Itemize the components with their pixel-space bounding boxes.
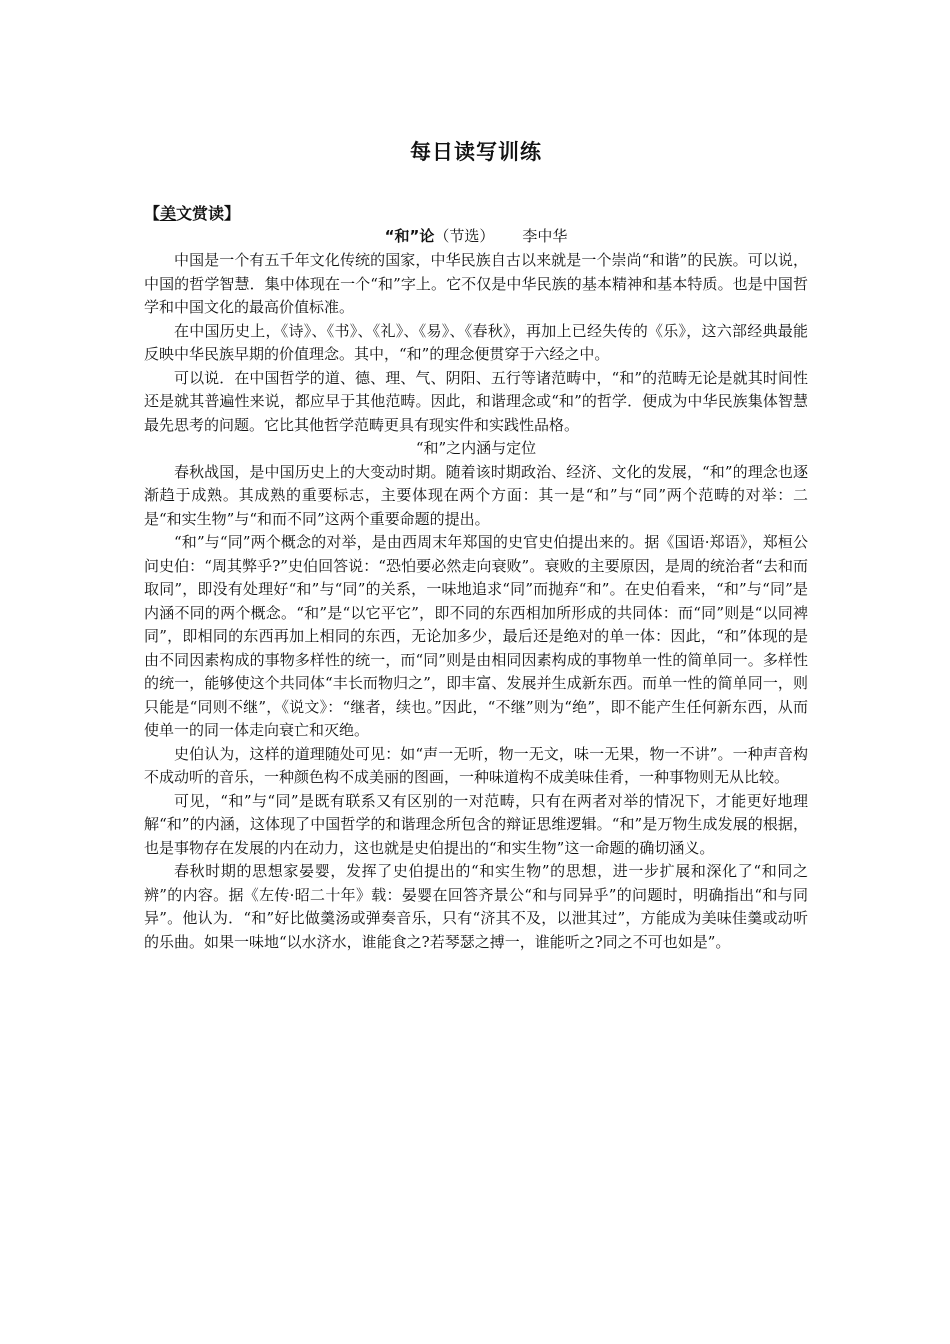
section-label-underlined: 美 xyxy=(160,204,177,223)
page-title: 每日读写训练 xyxy=(410,140,542,164)
article-note: （节选） xyxy=(434,227,495,245)
paragraph: “和”与“同”两个概念的对举，是由西周末年郑国的史官史伯提出来的。据《国语·郑语》，郑桓公问史伯：“周其弊乎?”史伯回答说：“恐怕要必然走向衰败”。衰败的主要原因，是周的统治者“去和而取同”，即没有处理好“和”与“同”的关系，一味地追求“同”而抛弃“和”。在史伯看来，“和”与“同”是内涵不同的两个概念。“和”是“以它平它”，即不同的东西相加所形成的共同体：而“同”则是“以同裨同”，即相同的东西再加上相同的东西，无论加多少，最后还是绝对的单一体：因此，“和”体现的是由不同因素构成的事物多样性的统一，而“同”则是由相同因素构成的事物单一性的简单同一。多样性的统一，能够使这个共同体“丰长而物归之”，即丰富、发展并生成新东西。而单一性的简单同一，则只能是“同则不继”，《说文》：“继者，续也。”因此，“不继”则为“绝”，即不能产生任何新东西，从而使单一的同一体走向衰亡和灭绝。 xyxy=(144,533,808,739)
article-body xyxy=(144,249,808,954)
article-title: “和”论 xyxy=(384,227,435,245)
section-label-close: 】 xyxy=(224,204,241,223)
paragraph: 史伯认为，这样的道理随处可见：如“声一无听，物一无文，味一无果，物一不讲”。一种声音构不成动听的音乐，一种颜色构不成美丽的图画，一种味道构不成美味佳肴，一种事物则无从比较。 xyxy=(144,744,808,786)
paragraph: 春秋时期的思想家晏婴，发挥了史伯提出的“和实生物”的思想，进一步扩展和深化了“和同之辨”的内容。据《左传·昭二十年》载：晏婴在回答齐景公“和与同异乎”的问题时，明确指出“和与同异”。他认为．“和”好比做羹汤或弹奏音乐，只有“济其不及，以泄其过”，方能成为美味佳羹或动听的乐曲。如果一味地“以水济水，谁能食之?若琴瑟之搏一，谁能听之?同之不可也如是”。 xyxy=(144,862,808,951)
subheading: “和”之内涵与定位 xyxy=(415,439,537,457)
paragraph: 可见，“和”与“同”是既有联系又有区别的一对范畴，只有在两者对举的情况下，才能更好地理解“和”的内涵，这体现了中国哲学的和谐理念所包含的辩证思维逻辑。“和”是万物生成发展的根据，也是事物存在发展的内在动力，这也就是史伯提出的“和实生物”这一命题的确切涵义。 xyxy=(144,791,808,857)
paragraph: 在中国历史上，《诗》、《书》、《礼》、《易》、《春秋》，再加上已经失传的《乐》，这六部经典最能反映中华民族早期的价值理念。其中，“和”的理念便贯穿于六经之中。 xyxy=(144,321,808,363)
section-label-text: 文赏读 xyxy=(176,204,225,223)
article-heading xyxy=(144,226,808,246)
section-label xyxy=(144,201,240,224)
article-author: 李中华 xyxy=(522,227,568,245)
paragraph: 中国是一个有五千年文化传统的国家，中华民族自古以来就是一个崇尚“和谐”的民族。可以说，中国的哲学智慧．集中体现在一个“和”字上。它不仅是中华民族的基本精神和基本特质。也是中国哲学和中国文化的最高价值标准。 xyxy=(144,251,808,316)
paragraph: 春秋战国，是中国历史上的大变动时期。随着该时期政治、经济、文化的发展，“和”的理念也逐渐趋于成熟。其成熟的重要标志，主要体现在两个方面：其一是“和”与“同”两个范畴的对举：二是“和实生物”与“和而不同”这两个重要命题的提出。 xyxy=(144,462,808,528)
paragraph: 可以说．在中国哲学的道、德、理、气、阴阳、五行等诸范畴中，“和”的范畴无论是就其时间性还是就其普遍性来说，都应早于其他范畴。因此，和谐理念或“和”的哲学．便成为中华民族集体智慧最先思考的问题。它比其他哲学范畴更具有现实件和实践性品格。 xyxy=(144,368,808,434)
section-label-open: 【 xyxy=(144,204,161,223)
